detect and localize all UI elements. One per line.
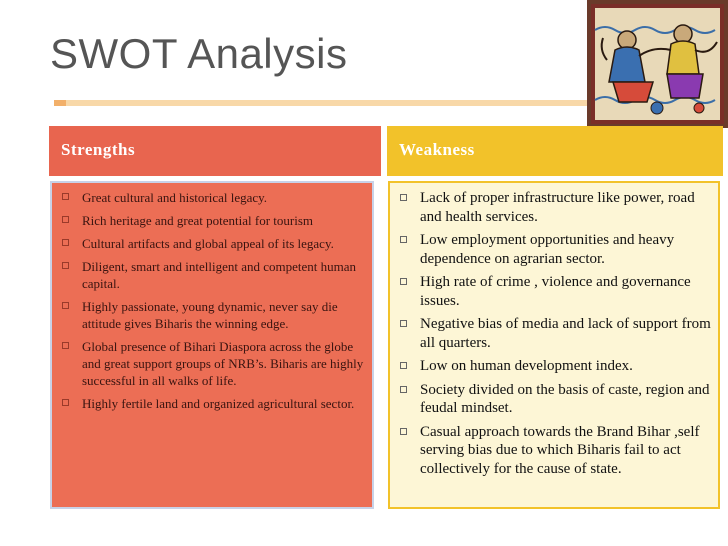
square-bullet-icon [62,302,69,309]
strengths-panel [50,181,374,509]
weakness-item-text: High rate of crime , violence and governance issues. [420,274,691,309]
strengths-item [62,235,364,252]
weakness-heading: Weakness [387,126,723,176]
square-bullet-icon [400,428,407,435]
weakness-item-text: Lack of proper infrastructure like power, road and health services. [420,190,695,225]
square-bullet-icon [400,236,407,243]
weakness-item-text: Negative bias of media and lack of support from all quarters. [420,316,711,351]
strengths-item-text: Great cultural and historical legacy. [82,190,268,205]
strengths-item-text: Diligent, smart and intelligent and competent human capital. [82,259,357,291]
strengths-item-text: Rich heritage and great potential for tourism [82,213,314,228]
weakness-item-text: Low on human development index. [420,358,633,374]
square-bullet-icon [62,399,69,406]
weakness-item [400,189,712,226]
madhubani-painting-image [587,0,728,128]
weakness-item-text: Casual approach towards the Brand Bihar ,self serving bias due to which Biharis fail to act collectively for the cause of state. [420,423,700,477]
strengths-item-text: Highly fertile land and organized agricultural sector. [82,396,355,411]
square-bullet-icon [62,342,69,349]
strengths-heading: Strengths [49,126,381,176]
square-bullet-icon [400,362,407,369]
weakness-item [400,423,712,479]
weakness-item [400,231,712,268]
weakness-item-text: Society divided on the basis of caste, region and feudal mindset. [420,381,710,416]
strengths-list [62,189,364,412]
strengths-item [62,212,364,229]
strengths-item [62,338,364,389]
strengths-item-text: Highly passionate, young dynamic, never say die attitude gives Biharis the winning edge. [82,299,338,331]
strengths-item-text: Cultural artifacts and global appeal of its legacy. [82,236,334,251]
square-bullet-icon [400,194,407,201]
weakness-item [400,381,712,418]
square-bullet-icon [62,262,69,269]
weakness-list [400,189,712,478]
weakness-item [400,315,712,352]
title-underline-cap [54,100,66,106]
square-bullet-icon [62,193,69,200]
weakness-item [400,273,712,310]
slide-title: SWOT Analysis [50,30,348,77]
weakness-item-text: Low employment opportunities and heavy dependence on agrarian sector. [420,232,675,267]
square-bullet-icon [400,278,407,285]
strengths-item-text: Global presence of Bihari Diaspora across the globe and great support groups of NRB’s. Biharis are highly successful in all walks of life. [82,339,364,388]
square-bullet-icon [400,386,407,393]
strengths-item [62,395,364,412]
strengths-item [62,258,364,292]
weakness-item [400,357,712,376]
square-bullet-icon [62,216,69,223]
square-bullet-icon [62,239,69,246]
strengths-item [62,298,364,332]
strengths-item [62,189,364,206]
square-bullet-icon [400,320,407,327]
weakness-panel [388,181,720,509]
